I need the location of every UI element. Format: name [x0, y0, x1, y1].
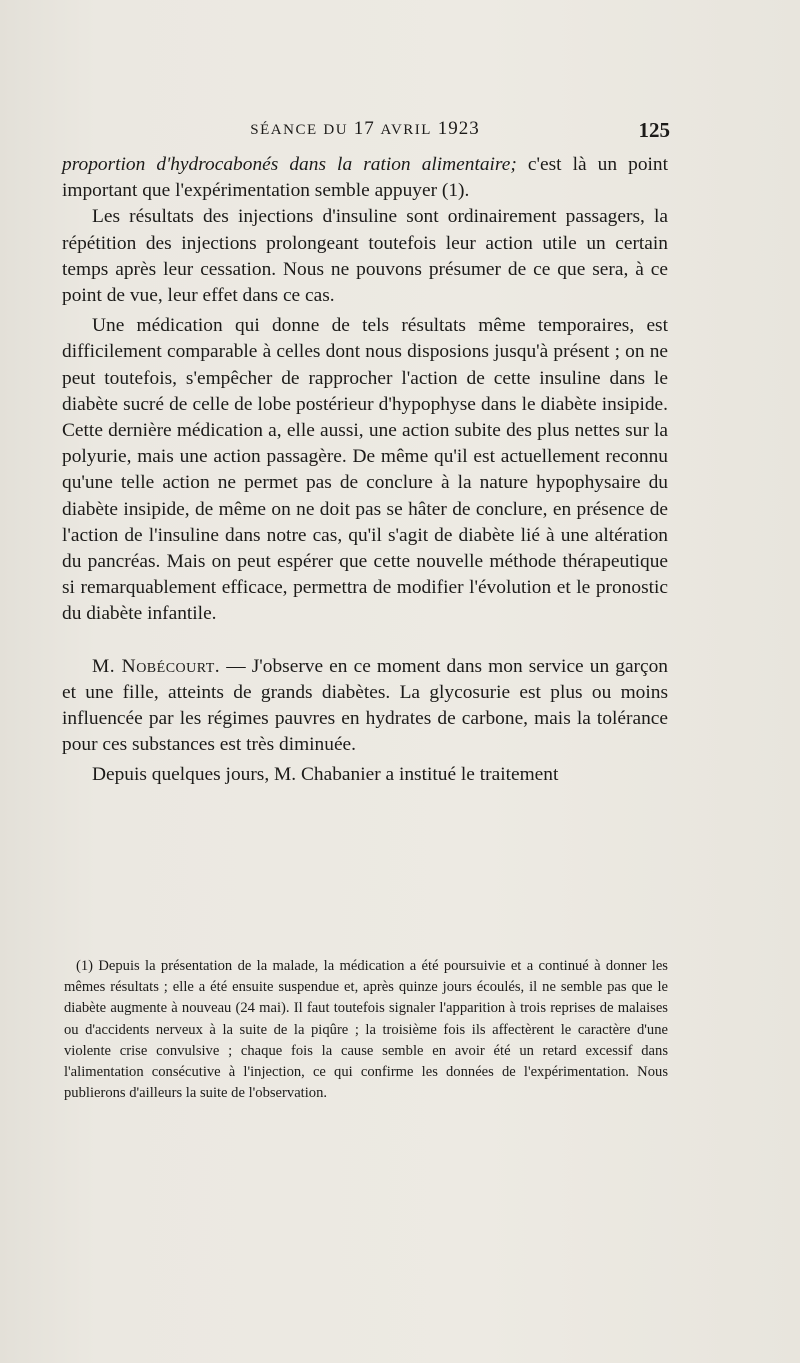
footnote-1: (1) Depuis la présentation de la malade, la médication a été poursuivie et a continué à donner les mêmes résultats ; elle a été ensuite suspendue et, après quinze jours écoulés, il ne semble pas que le diabète augmente à nouveau (24 mai). Il faut toutefois signaler l'apparition à trois reprises de malaises ou d'accidents nerveux à la suite de la piqûre ; la troisième fois ils affectèrent le caractère d'une violente crise convulsive ; chaque fois la cause semble en avoir été un retard excessif dans l'alimentation consécutive à l'injection, ce qui confirme les données de l'expérimentation. Nous publierons d'ailleurs la suite de l'observation.	[64, 958, 668, 1102]
paragraph-1-rest: c'est là un point important que l'expérimentation semble appuyer (1).	[62, 154, 668, 202]
body-text	[62, 152, 668, 789]
paragraph-1	[62, 152, 668, 204]
paragraph-4	[62, 654, 668, 759]
header-day: 17	[353, 118, 375, 139]
paragraph-1-italic: proportion d'hydrocabonés dans la ration alimentaire;	[62, 154, 517, 175]
header-seance: SÉANCE	[250, 122, 318, 138]
header-month: AVRIL	[380, 122, 432, 138]
header-title	[60, 118, 670, 140]
speaker-name: M. Nobécourt.	[92, 655, 221, 677]
paragraph-5: Depuis quelques jours, M. Chabanier a institué le traitement	[92, 764, 559, 786]
header-du: DU	[323, 122, 349, 138]
page-number: 125	[638, 118, 670, 142]
paragraph-3: Une médication qui donne de tels résultats même temporaires, est difficilement comparable à celles dont nous disposions jusqu'à présent ; on ne peut toutefois, s'empêcher de rapprocher l'action de cette insuline dans le diabète sucré de celle de lobe postérieur d'hypophyse dans le diabète insipide. Cette dernière médication a, elle aussi, une action subite des plus nettes sur la polyurie, mais une action passagère. De même qu'il est actuellement reconnu qu'une telle action ne permet pas de conclure à la nature hypophysaire du diabète insipide, de même on ne doit pas se hâter de conclure, en présence de l'action de l'insuline dans notre cas, qu'il s'agit de diabète lié à une altération du pancréas. Mais on peut espérer que cette nouvelle méthode thérapeutique si remarquablement efficace, permettra de modifier l'évolution et le pronostic du diabète infantile.	[62, 315, 668, 625]
running-header	[60, 118, 670, 144]
paragraph-2: Les résultats des injections d'insuline sont ordinairement passagers, la répétition des injections prolongeant toutefois leur action utile un certain temps après leur cessation. Nous ne pouvons présumer de ce que sera, à ce point de vue, leur effet dans ce cas.	[62, 206, 668, 307]
footnotes	[64, 956, 668, 1104]
header-year: 1923	[437, 118, 480, 139]
paragraph-4-rest: — J'observe en ce moment dans mon service un garçon et une fille, atteints de grands diabètes. La glycosurie est plus ou moins influencée par les régimes pauvres en hydrates de carbone, mais la tolérance pour ces substances est très diminuée.	[62, 655, 668, 756]
